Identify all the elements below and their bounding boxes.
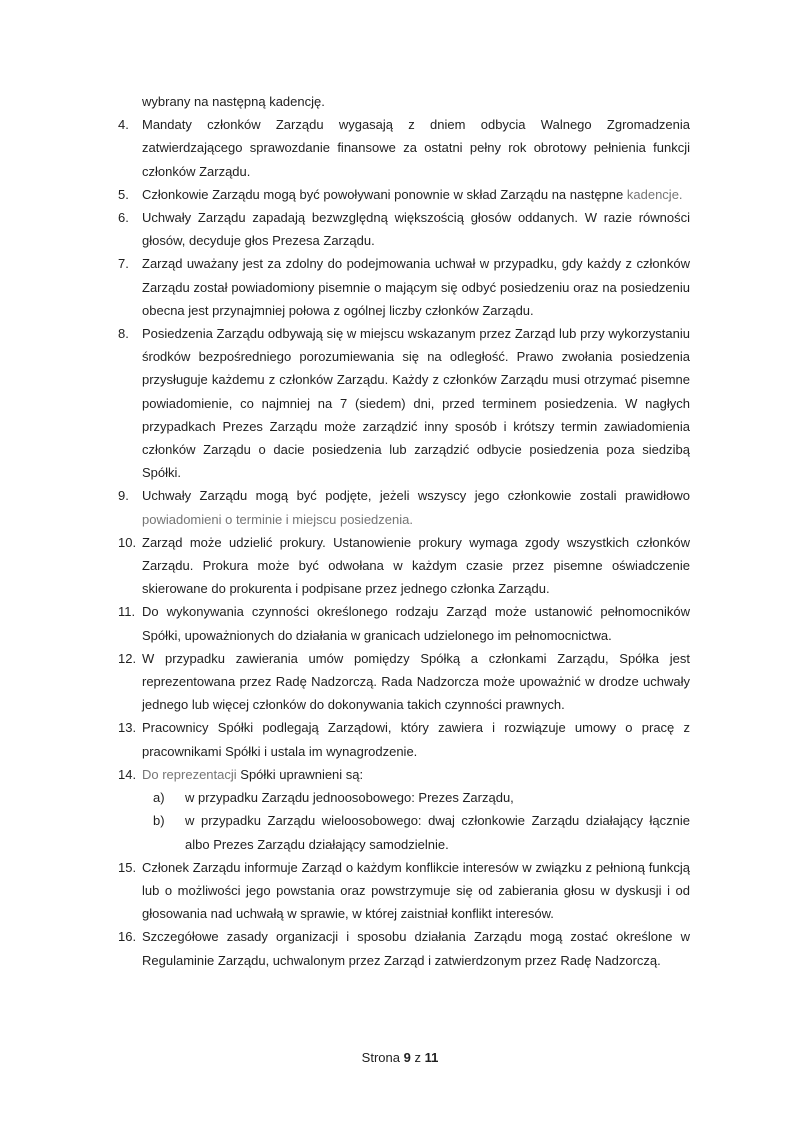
item-text: Pracownicy Spółki podlegają Zarządowi, który zawiera i rozwiązuje umowy o pracę z pracownikami Spółki i ustala im wynagrodzenie. [142,720,690,759]
item-text-muted: kadencje. [626,186,683,202]
list-item-6 [118,206,690,252]
item-text: Członek Zarządu informuje Zarząd o każdym konflikcie interesów w związku z pełnioną funkcją lub o możliwości jego powstania oraz powstrzymuje się od zabierania głosu w dyskusji i od głosowania nad uchwałą w sprawie, w której zaistniał konflikt interesów. [142,859,690,922]
list-item-7 [118,252,690,322]
footer-label: Strona [361,1050,400,1065]
item-text-main: Spółki uprawnieni są: [240,766,364,782]
page-footer [0,1046,800,1069]
item-number: 13. [118,720,137,736]
list-item-9 [118,484,690,530]
subitem-label: a) [153,790,165,806]
subitem-label: b) [153,813,165,829]
item-number: 16. [118,929,137,945]
item-text: Szczegółowe zasady organizacji i sposobu działania Zarządu mogą zostać określone w Regulaminie Zarządu, uchwalonym przez Zarząd i zatwierdzonym przez Radę Nadzorczą. [142,929,690,968]
subitem-text: w przypadku Zarządu wieloosobowego: dwaj członkowie Zarządu działający łącznie albo Prezes Zarządu działający samodzielnie. [185,813,690,852]
list-item-14 [118,763,690,856]
item-number: 14. [118,766,137,782]
item-number: 11. [118,604,136,620]
item-number: 12. [118,650,137,666]
item-number: 9. [118,488,129,504]
total-pages: 11 [424,1050,439,1065]
item-text-main: Uchwały Zarządu mogą być podjęte, jeżeli wszyscy jego członkowie zostali prawidłowo [142,488,690,504]
item-text-main: Członkowie Zarządu mogą być powoływani ponownie w skład Zarządu na następne [142,186,627,202]
item-text: W przypadku zawierania umów pomiędzy Spółką a członkami Zarządu, Spółka jest reprezentowana przez Radę Nadzorczą. Rada Nadzorcza może upoważnić w drodze uchwały jednego lub więcej członków do dokonywania takich czynności prawnych. [142,650,690,713]
item-number: 8. [118,326,129,342]
list-item-13 [118,716,690,762]
list-item-5 [118,183,690,206]
list-item-10 [118,531,690,601]
item-text: Do wykonywania czynności określonego rodzaju Zarząd może ustanowić pełnomocników Spółki, upoważnionych do działania w granicach udzielonego im pełnomocnictwa. [142,604,690,643]
subitem-text: w przypadku Zarządu jednoosobowego: Prezes Zarządu, [185,790,514,806]
list-subitem-b [153,809,690,855]
item-number: 15. [118,859,137,875]
item-text-muted: powiadomieni o terminie i miejscu posiedzenia. [142,511,413,527]
paragraph-continuation: wybrany na następną kadencję. [142,94,325,109]
item-text [142,183,690,206]
item-text: Posiedzenia Zarządu odbywają się w miejscu wskazanym przez Zarząd lub przy wykorzystaniu środków bezpośredniego porozumiewania się na odległość. Prawo zwołania posiedzenia przysługuje każdemu z członków Zarządu. Każdy z członków Zarządu musi otrzymać pisemne powiadomienie, co najmniej na 7 (siedem) dni, przed terminem posiedzenia. W nagłych przypadkach Prezes Zarządu może zarządzić inny sposób i krótszy termin zawiadomienia członków Zarządu o dacie posiedzenia lub zarządzić odbycie posiedzenia poza siedzibą Spółki. [142,326,690,481]
list-item-8 [118,322,690,484]
item-number: 10. [118,534,137,550]
item-text: Zarząd może udzielić prokury. Ustanowienie prokury wymaga zgody wszystkich członków Zarządu. Prokura może być odwołana w każdym czasie przez pisemne oświadczenie skierowane do prokurenta i podpisane przez jednego członka Zarządu. [142,534,690,597]
item-text: Mandaty członków Zarządu wygasają z dniem odbycia Walnego Zgromadzenia zatwierdzającego sprawozdanie finansowe za ostatni pełny rok obrotowy pełnienia funkcji członków Zarządu. [142,117,690,179]
list-item-16 [118,925,690,971]
item-number: 5. [118,186,129,202]
list-item-12 [118,647,690,717]
item-text-muted: Do reprezentacji [142,766,241,782]
item-text: Uchwały Zarządu zapadają bezwzględną większością głosów oddanych. W razie równości głosów, decyduje głos Prezesa Zarządu. [142,210,690,249]
item-text: Zarząd uważany jest za zdolny do podejmowania uchwał w przypadku, gdy każdy z członków Zarządu został powiadomiony pisemnie o mającym się odbyć posiedzeniu oraz na posiedzeniu obecna jest przynajmniej połowa z ogólnej liczby członków Zarządu. [142,256,690,318]
list-item-15 [118,856,690,926]
item-number: 6. [118,210,129,226]
item-number: 7. [118,256,129,272]
list-subitem-a [153,786,690,809]
footer-of-label: z [414,1050,421,1065]
item-text [142,484,690,530]
page-number: 9 [403,1050,411,1065]
item-text [142,763,690,786]
list-item-4 [118,113,690,183]
list-item-11 [118,600,690,646]
item-number: 4. [118,117,129,133]
document-body [118,90,690,972]
